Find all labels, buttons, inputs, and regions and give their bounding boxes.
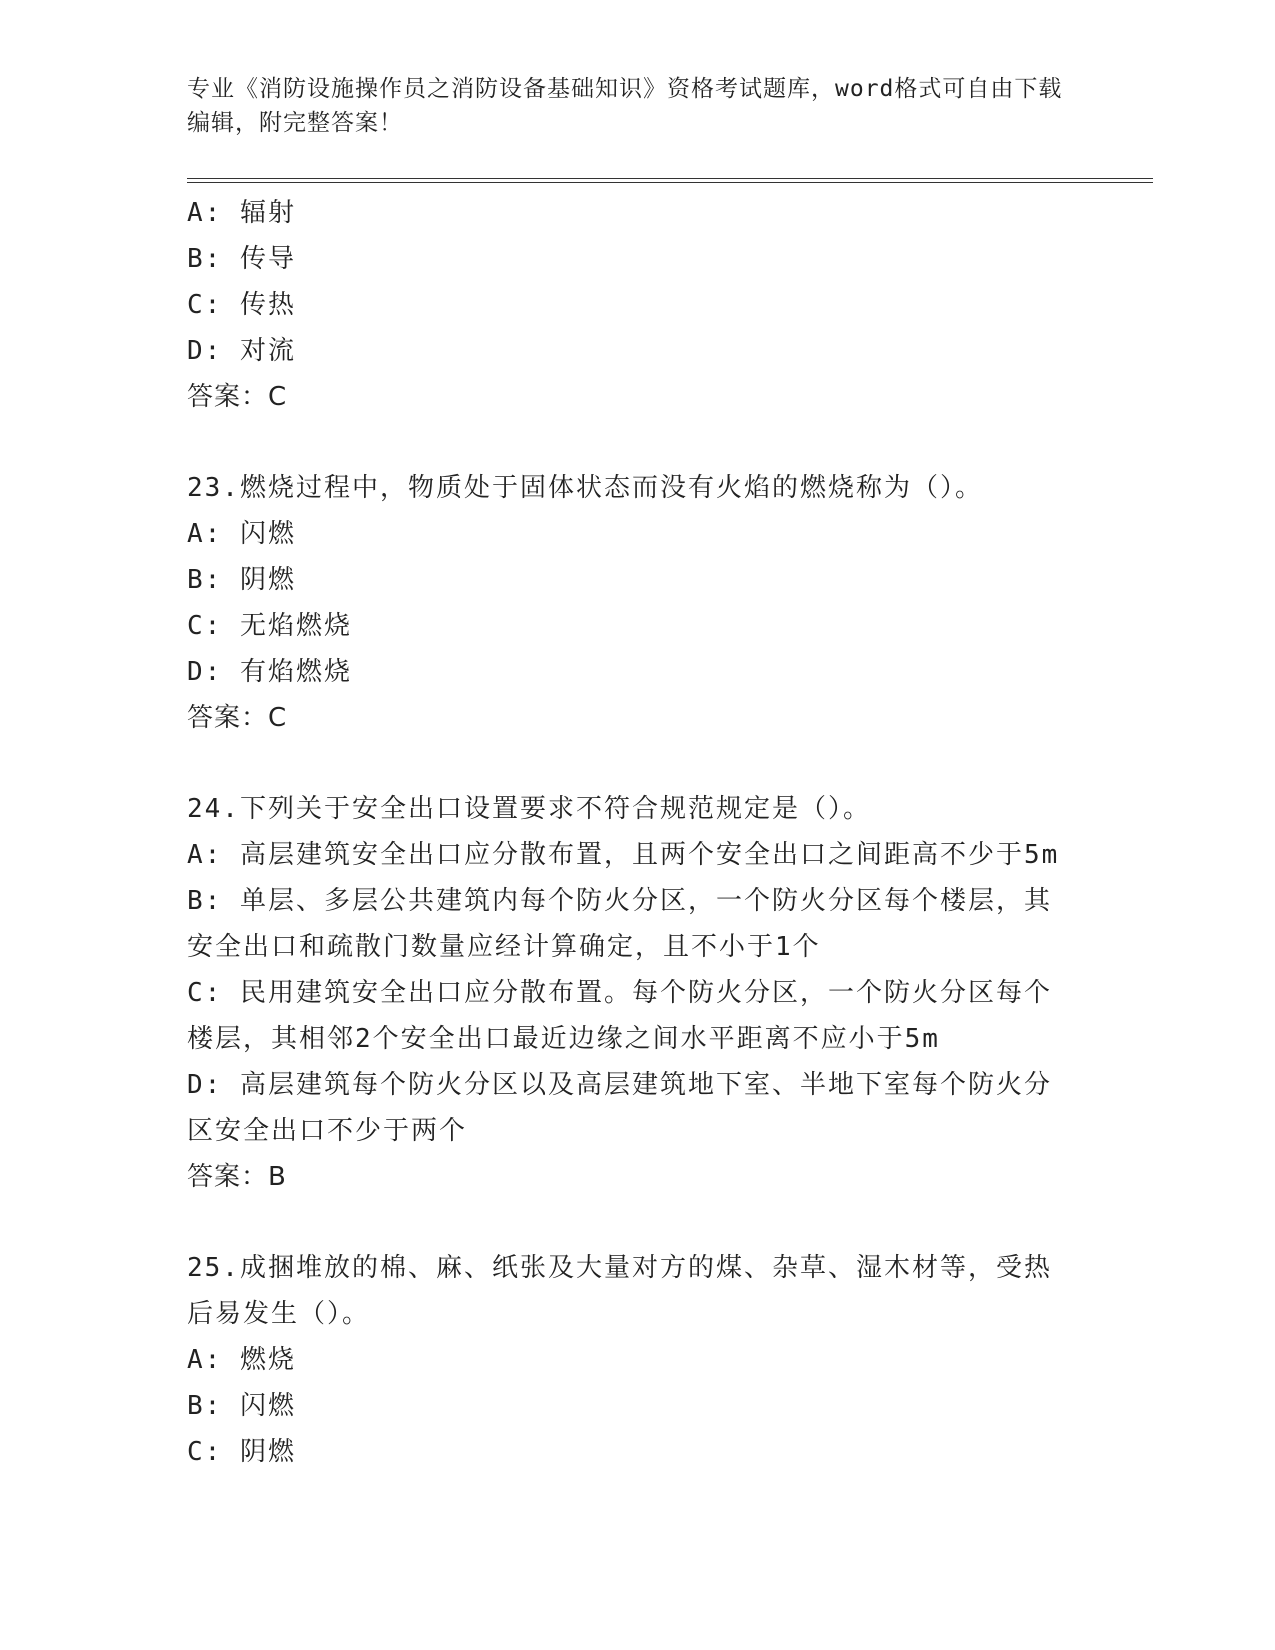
question-stem: 25.成捆堆放的棉、麻、纸张及大量对方的煤、杂草、湿木材等，受热后易发生（）。 [187,1253,1052,1329]
option-a: A: 辐射 [187,198,296,228]
option-b: B: 阴燃 [187,565,296,595]
option-d: D: 对流 [187,336,296,366]
spacer [187,1200,1087,1245]
spacer [187,420,1087,465]
option-d: D: 高层建筑每个防火分区以及高层建筑地下室、半地下室每个防火分区安全出口不少于两个 [187,1070,1052,1146]
option-d: D: 有焰燃烧 [187,657,352,687]
document-header: 专业《消防设施操作员之消防设备基础知识》资格考试题库，word格式可自由下载编辑，附完整答案！ [187,76,1063,136]
question-23 [187,465,1087,741]
answer: 答案：C [187,382,288,412]
question-25 [187,1245,1087,1475]
option-c: C: 阴燃 [187,1437,296,1467]
answer: 答案：B [187,1162,287,1192]
option-a: A: 高层建筑安全出口应分散布置，且两个安全出口之间距高不少于5m [187,840,1060,870]
question-list [187,190,1087,1475]
answer: 答案：C [187,703,288,733]
option-b: B: 闪燃 [187,1391,296,1421]
question-22 [187,190,1087,420]
header-divider [187,178,1153,183]
question-24 [187,786,1087,1200]
option-c: C: 传热 [187,290,296,320]
option-b: B: 传导 [187,244,296,274]
question-stem: 23.燃烧过程中，物质处于固体状态而没有火焰的燃烧称为（）。 [187,473,983,503]
option-c: C: 无焰燃烧 [187,611,352,641]
option-a: A: 闪燃 [187,519,296,549]
question-stem: 24.下列关于安全出口设置要求不符合规范规定是（）。 [187,794,871,824]
option-c: C: 民用建筑安全出口应分散布置。每个防火分区，一个防火分区每个楼层，其相邻2个安全出口最近边缘之间水平距离不应小于5m [187,978,1052,1054]
spacer [187,741,1087,786]
option-a: A: 燃烧 [187,1345,296,1375]
option-b: B: 单层、多层公共建筑内每个防火分区，一个防火分区每个楼层，其安全出口和疏散门数量应经计算确定，且不小于1个 [187,886,1052,962]
